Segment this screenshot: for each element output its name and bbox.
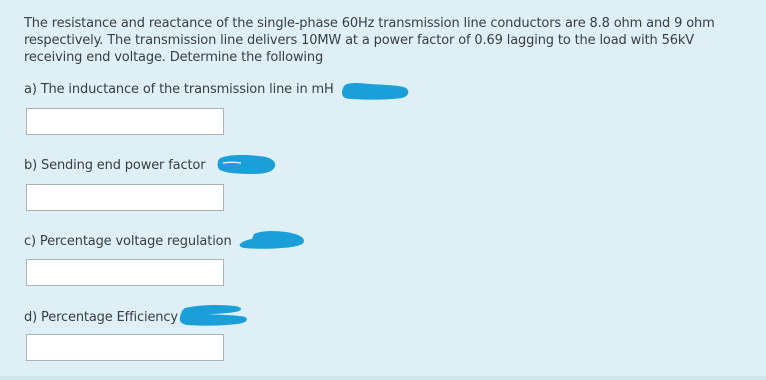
answer-input-c[interactable] [26,259,224,286]
answer-input-a[interactable] [26,108,224,135]
part-c-label: c) Percentage voltage regulation [24,234,232,249]
answer-input-d[interactable] [26,334,224,361]
answer-input-b[interactable] [26,184,224,211]
question-line-2: respectively. The transmission line delivers 10MW at a power factor of 0.69 lagging to the load with 56kV [24,33,694,48]
redaction-mark-b [215,153,279,177]
question-text [24,15,715,66]
part-a-label: a) The inductance of the transmission line in mH [24,82,334,97]
part-d-label: d) Percentage Efficiency [24,310,178,325]
redaction-mark-c [238,228,308,252]
redaction-mark-d [177,302,251,328]
part-b-label: b) Sending end power factor [24,158,206,173]
question-line-3: receiving end voltage. Determine the following [24,50,324,65]
redaction-mark-a [340,82,412,102]
question-line-1: The resistance and reactance of the single-phase 60Hz transmission line conductors are 8.8 ohm and 9 ohm [24,16,715,31]
